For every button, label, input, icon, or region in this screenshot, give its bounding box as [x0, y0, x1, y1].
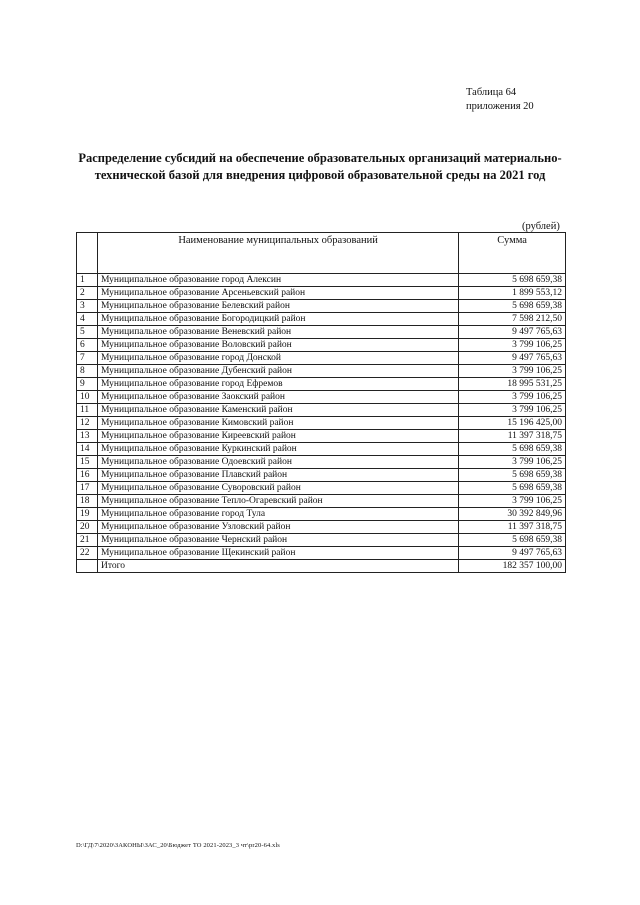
table-row — [77, 378, 566, 391]
row-name: Муниципальное образование Кимовский район — [97, 417, 458, 430]
row-name: Муниципальное образование Одоевский район — [97, 456, 458, 469]
table-row — [77, 287, 566, 300]
row-number: 16 — [77, 469, 98, 482]
row-sum: 3 799 106,25 — [459, 404, 566, 417]
total-row — [77, 560, 566, 573]
row-sum: 5 698 659,38 — [459, 469, 566, 482]
document-title: Распределение субсидий на обеспечение образовательных организаций материально-технической базой для внедрения цифровой образовательной среды на 2021 год — [78, 151, 562, 182]
row-number: 15 — [77, 456, 98, 469]
table-row — [77, 495, 566, 508]
table-row — [77, 482, 566, 495]
units-label: (рублей) — [522, 221, 560, 232]
row-number: 4 — [77, 313, 98, 326]
row-sum: 3 799 106,25 — [459, 339, 566, 352]
row-sum: 3 799 106,25 — [459, 456, 566, 469]
row-name: Муниципальное образование Киреевский район — [97, 430, 458, 443]
row-number: 22 — [77, 547, 98, 560]
row-number: 14 — [77, 443, 98, 456]
row-name: Муниципальное образование Белевский район — [97, 300, 458, 313]
row-name: Муниципальное образование Чернский район — [97, 534, 458, 547]
total-num-cell — [77, 560, 98, 573]
row-number: 11 — [77, 404, 98, 417]
table-row — [77, 456, 566, 469]
row-sum: 7 598 212,50 — [459, 313, 566, 326]
table-row — [77, 430, 566, 443]
table-row — [77, 443, 566, 456]
row-number: 19 — [77, 508, 98, 521]
row-sum: 30 392 849,96 — [459, 508, 566, 521]
table-number: Таблица 64 — [466, 87, 517, 98]
header-sum-cell: Сумма — [459, 233, 566, 274]
row-number: 20 — [77, 521, 98, 534]
total-label: Итого — [97, 560, 458, 573]
row-sum: 9 497 765,63 — [459, 352, 566, 365]
row-sum: 5 698 659,38 — [459, 300, 566, 313]
table-row — [77, 300, 566, 313]
row-number: 2 — [77, 287, 98, 300]
row-sum: 3 799 106,25 — [459, 391, 566, 404]
row-name: Муниципальное образование Куркинский район — [97, 443, 458, 456]
row-name: Муниципальное образование город Алексин — [97, 274, 458, 287]
row-name: Муниципальное образование Арсеньевский район — [97, 287, 458, 300]
header-num-cell — [77, 233, 98, 274]
row-sum: 5 698 659,38 — [459, 443, 566, 456]
table-row — [77, 313, 566, 326]
row-number: 5 — [77, 326, 98, 339]
row-name: Муниципальное образование Тепло-Огаревский район — [97, 495, 458, 508]
row-sum: 3 799 106,25 — [459, 365, 566, 378]
row-sum: 9 497 765,63 — [459, 326, 566, 339]
table-row — [77, 469, 566, 482]
row-number: 3 — [77, 300, 98, 313]
table-row — [77, 404, 566, 417]
row-name: Муниципальное образование город Тула — [97, 508, 458, 521]
row-sum: 9 497 765,63 — [459, 547, 566, 560]
row-number: 13 — [77, 430, 98, 443]
row-number: 21 — [77, 534, 98, 547]
row-sum: 15 196 425,00 — [459, 417, 566, 430]
row-number: 12 — [77, 417, 98, 430]
table-row — [77, 521, 566, 534]
row-name: Муниципальное образование город Донской — [97, 352, 458, 365]
row-number: 18 — [77, 495, 98, 508]
row-name: Муниципальное образование Веневский район — [97, 326, 458, 339]
row-sum: 1 899 553,12 — [459, 287, 566, 300]
table-row — [77, 391, 566, 404]
table-row — [77, 365, 566, 378]
row-sum: 18 995 531,25 — [459, 378, 566, 391]
row-name: Муниципальное образование Заокский район — [97, 391, 458, 404]
row-name: Муниципальное образование Щекинский район — [97, 547, 458, 560]
row-name: Муниципальное образование город Ефремов — [97, 378, 458, 391]
appendix-number: приложения 20 — [466, 101, 534, 112]
row-name: Муниципальное образование Плавский район — [97, 469, 458, 482]
row-number: 1 — [77, 274, 98, 287]
table-row — [77, 547, 566, 560]
row-number: 10 — [77, 391, 98, 404]
row-name: Муниципальное образование Суворовский район — [97, 482, 458, 495]
row-number: 9 — [77, 378, 98, 391]
row-name: Муниципальное образование Каменский район — [97, 404, 458, 417]
table-row — [77, 508, 566, 521]
row-sum: 11 397 318,75 — [459, 521, 566, 534]
row-sum: 5 698 659,38 — [459, 274, 566, 287]
distribution-table — [76, 232, 566, 573]
row-number: 17 — [77, 482, 98, 495]
row-name: Муниципальное образование Воловский район — [97, 339, 458, 352]
table-row — [77, 534, 566, 547]
row-name: Муниципальное образование Узловский район — [97, 521, 458, 534]
file-path: D:\ГД\7\2020\ЗАКОНЫ\ЗАС_20\Бюджет ТО 2021-2023_3 чт\pr20-64.xls — [76, 842, 280, 849]
table-row — [77, 417, 566, 430]
row-sum: 3 799 106,25 — [459, 495, 566, 508]
row-sum: 5 698 659,38 — [459, 534, 566, 547]
table-row — [77, 352, 566, 365]
table-row — [77, 326, 566, 339]
table-header-row — [77, 233, 566, 274]
row-number: 7 — [77, 352, 98, 365]
row-name: Муниципальное образование Дубенский район — [97, 365, 458, 378]
row-number: 6 — [77, 339, 98, 352]
row-name: Муниципальное образование Богородицкий район — [97, 313, 458, 326]
table-row — [77, 339, 566, 352]
row-number: 8 — [77, 365, 98, 378]
header-name-cell: Наименование муниципальных образований — [97, 233, 458, 274]
total-sum: 182 357 100,00 — [459, 560, 566, 573]
table-caption — [466, 86, 534, 114]
row-sum: 5 698 659,38 — [459, 482, 566, 495]
table-row — [77, 274, 566, 287]
row-sum: 11 397 318,75 — [459, 430, 566, 443]
